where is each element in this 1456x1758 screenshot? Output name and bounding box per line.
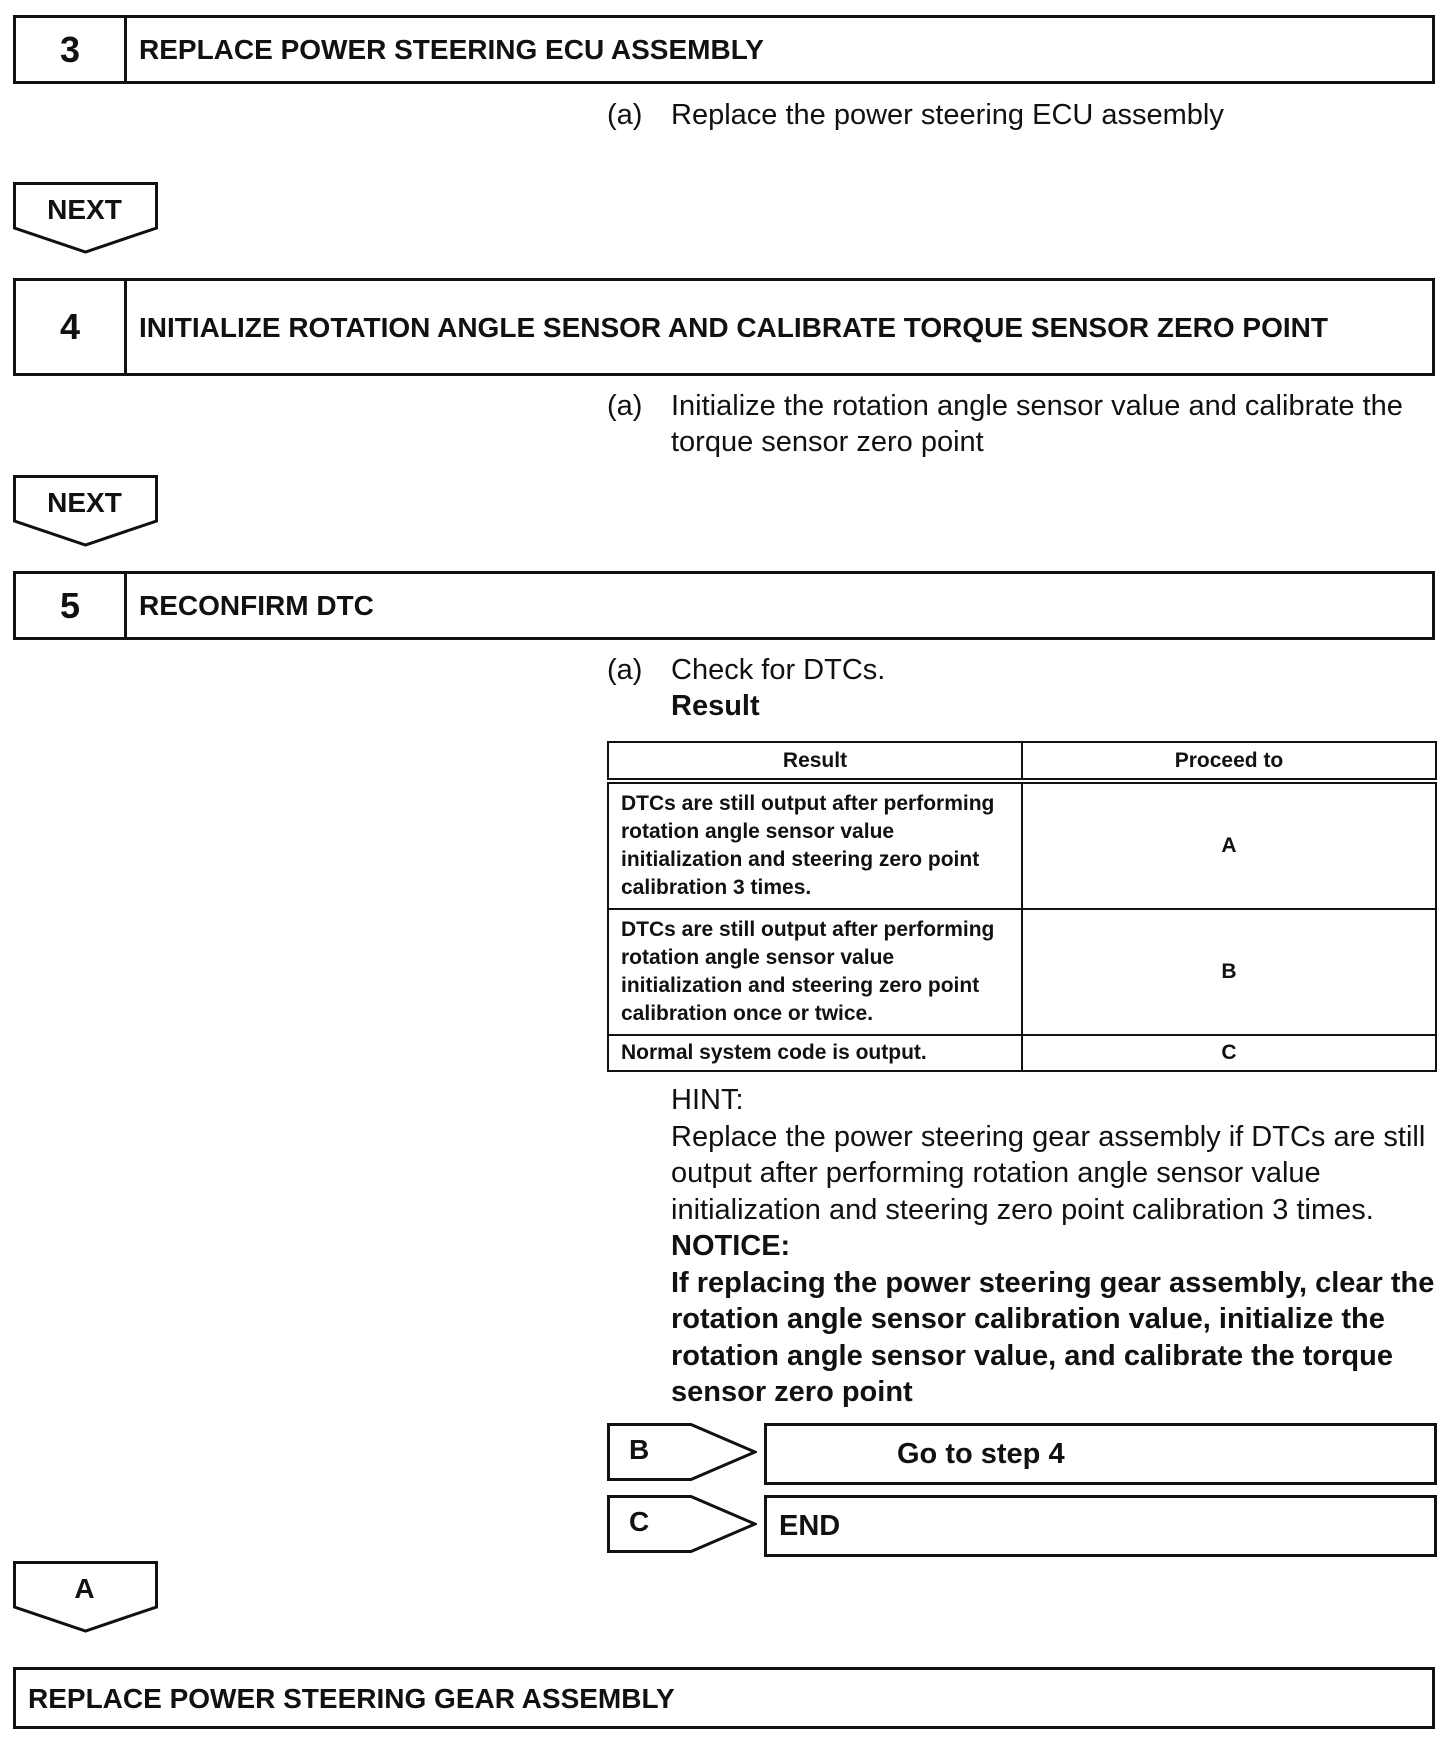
next-arrow-1 bbox=[13, 182, 159, 254]
step-number: 4 bbox=[16, 281, 127, 373]
branch-a-label: A bbox=[74, 1573, 95, 1604]
result-cell: DTCs are still output after performing rotation angle sensor value initialization and steering zero point calibration 3 times. bbox=[608, 781, 1022, 909]
branch-letter: B bbox=[629, 1434, 650, 1465]
proceed-cell: C bbox=[1022, 1035, 1436, 1071]
table-header-row bbox=[608, 742, 1436, 781]
step-title: RECONFIRM DTC bbox=[139, 590, 374, 621]
step-5-instruction bbox=[607, 652, 1437, 724]
instruction-label: (a) bbox=[607, 654, 643, 686]
branch-destination: END bbox=[764, 1495, 1437, 1557]
branch-b bbox=[607, 1423, 1437, 1485]
notice-label: NOTICE: bbox=[671, 1230, 791, 1262]
branch-c bbox=[607, 1495, 1437, 1557]
instruction-label: (a) bbox=[607, 99, 643, 131]
table-row bbox=[608, 781, 1436, 909]
result-cell: DTCs are still output after performing rotation angle sensor value initialization and steering zero point calibration once or twice. bbox=[608, 909, 1022, 1035]
instruction-label: (a) bbox=[607, 390, 643, 422]
notice-text: If replacing the power steering gear assembly, clear the rotation angle sensor calibration value, initialize the rotation angle sensor value, and calibrate the torque sensor zero point bbox=[671, 1266, 1435, 1408]
hint-label: HINT: bbox=[671, 1084, 744, 1116]
step-title: INITIALIZE ROTATION ANGLE SENSOR AND CALIBRATE TORQUE SENSOR ZERO POINT bbox=[139, 311, 1328, 343]
column-header-proceed: Proceed to bbox=[1022, 742, 1436, 781]
branch-letter: C bbox=[629, 1506, 650, 1537]
branch-a-arrow bbox=[13, 1561, 159, 1633]
step-3-header bbox=[13, 15, 1435, 84]
hint-text: Replace the power steering gear assembly if DTCs are still output after performing rotation angle sensor value initialization and steering zero point calibration 3 times. bbox=[671, 1120, 1426, 1226]
step-4-instruction bbox=[607, 388, 1437, 460]
step-title: REPLACE POWER STEERING ECU ASSEMBLY bbox=[139, 34, 764, 65]
column-header-result: Result bbox=[608, 742, 1022, 781]
hint-notice-block bbox=[671, 1082, 1441, 1411]
result-cell: Normal system code is output. bbox=[608, 1035, 1022, 1071]
final-step-title: REPLACE POWER STEERING GEAR ASSEMBLY bbox=[28, 1682, 675, 1714]
next-label: NEXT bbox=[47, 194, 122, 225]
step-3-instruction bbox=[607, 97, 1437, 133]
instruction-text: Check for DTCs. bbox=[671, 654, 886, 686]
branch-destination: Go to step 4 bbox=[764, 1423, 1437, 1485]
instruction-text: Initialize the rotation angle sensor value and calibrate the torque sensor zero point bbox=[671, 390, 1403, 458]
proceed-cell: B bbox=[1022, 909, 1436, 1035]
table-row bbox=[608, 909, 1436, 1035]
table-row bbox=[608, 1035, 1436, 1071]
result-table bbox=[607, 741, 1437, 1072]
final-step-header bbox=[13, 1667, 1435, 1729]
step-number: 3 bbox=[16, 18, 127, 81]
step-5-header bbox=[13, 571, 1435, 640]
step-number: 5 bbox=[16, 574, 127, 637]
next-arrow-2 bbox=[13, 475, 159, 547]
next-label: NEXT bbox=[47, 487, 122, 518]
proceed-cell: A bbox=[1022, 781, 1436, 909]
result-heading: Result bbox=[671, 690, 760, 722]
instruction-text: Replace the power steering ECU assembly bbox=[671, 99, 1224, 131]
step-4-header bbox=[13, 278, 1435, 376]
